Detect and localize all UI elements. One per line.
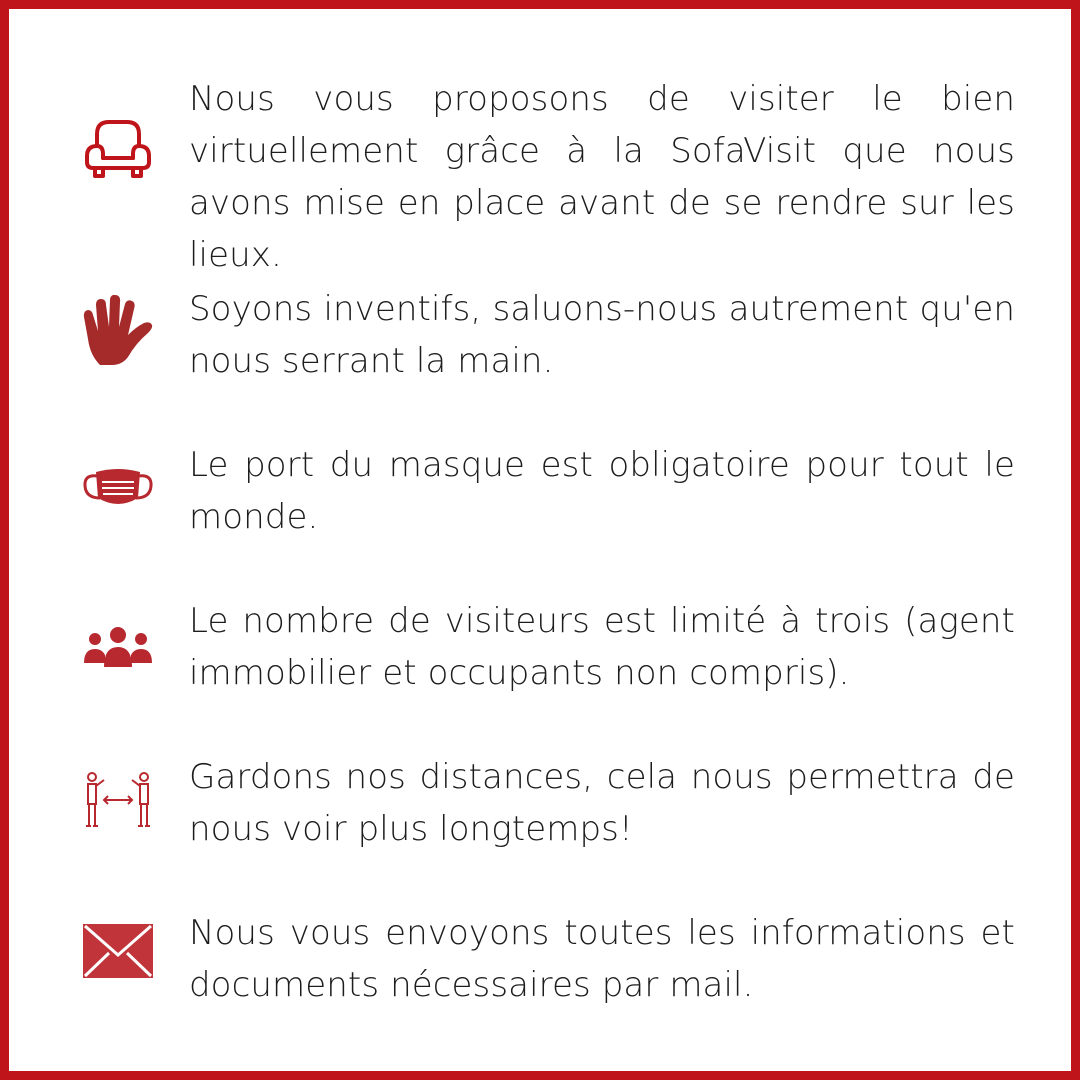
armchair-icon <box>81 113 155 183</box>
item-text: Le port du masque est obligatoire pour tout le monde. <box>189 445 1015 537</box>
envelope-icon <box>81 921 155 981</box>
raised-hand-icon <box>81 293 155 369</box>
group-of-people-icon <box>81 625 155 669</box>
item-text: Le nombre de visiteurs est limité à trois (agent immobilier et occupants non compris). <box>189 601 1015 693</box>
item-text: Soyons inventifs, saluons-nous autrement qu'en nous serrant la main. <box>189 289 1015 381</box>
face-mask-icon <box>81 463 155 513</box>
item-text: Nous vous proposons de visiter le bien virtuellement grâce à la SofaVisit que nous avons mise en place avant de se rendre sur les lieux. <box>189 79 1015 275</box>
item-text: Gardons nos distances, cela nous permettra de nous voir plus longtemps! <box>189 757 1015 849</box>
social-distancing-icon <box>81 769 155 831</box>
item-text: Nous vous envoyons toutes les informations et documents nécessaires par mail. <box>189 913 1015 1005</box>
